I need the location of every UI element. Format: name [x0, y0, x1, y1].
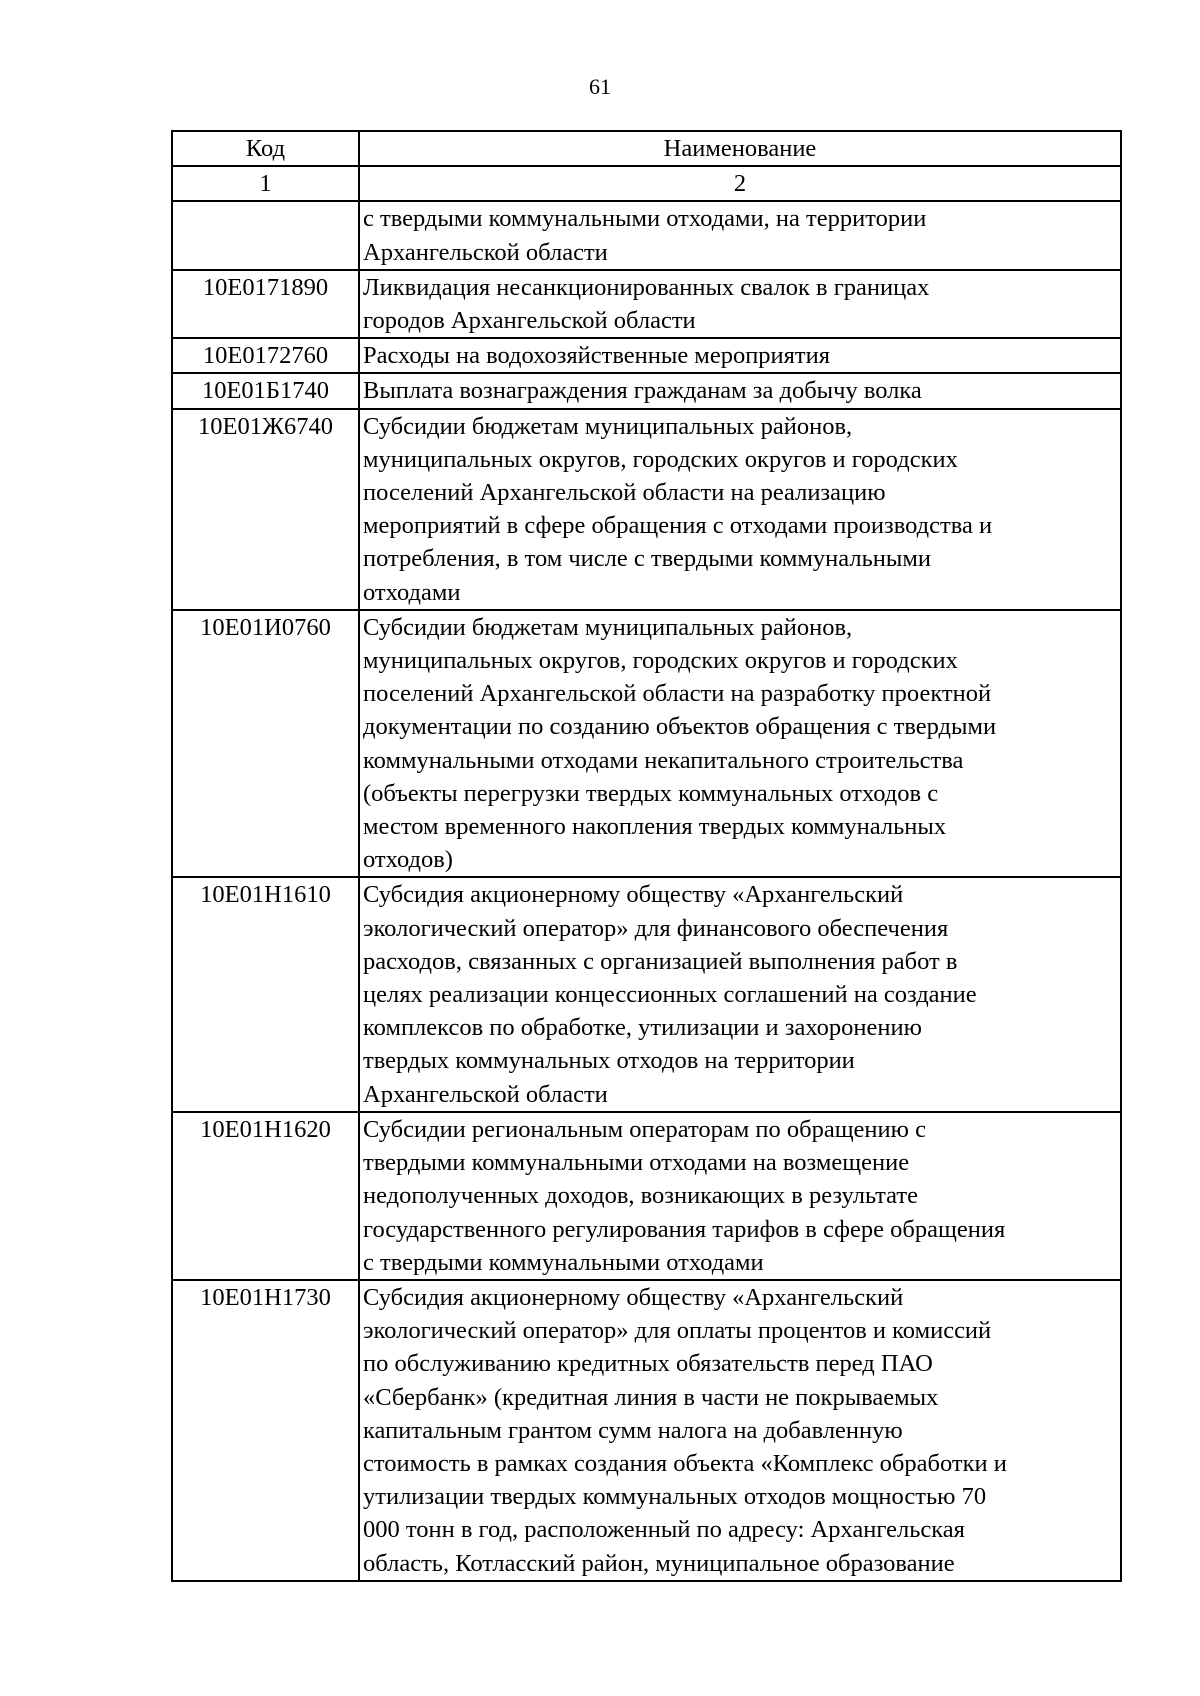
table-header-row: [172, 131, 1121, 166]
row-name-line: муниципальных округов, городских округов и городских: [363, 445, 958, 473]
row-name-line: целях реализации концессионных соглашений на создание: [363, 981, 977, 1009]
row-name-line: расходов, связанных с организацией выполнения работ в: [363, 947, 958, 975]
table-row: [172, 610, 1121, 878]
table-row: [172, 1112, 1121, 1280]
row-name-line: Субсидия акционерному обществу «Архангельский: [363, 881, 904, 909]
row-name-line: муниципальных округов, городских округов и городских: [363, 647, 958, 675]
header-name: Наименование: [359, 131, 1121, 166]
row-name: [359, 610, 1121, 878]
row-name: [359, 373, 1121, 408]
row-name-line: экологический оператор» для финансового обеспечения: [363, 914, 949, 942]
row-name: [359, 877, 1121, 1111]
row-name-line: городов Архангельской области: [363, 307, 696, 335]
row-name-line: область, Котласский район, муниципальное образование: [363, 1549, 955, 1577]
row-name-text: [363, 1281, 1118, 1580]
header-code: Код: [172, 131, 359, 166]
row-code: [172, 201, 359, 269]
table-body: [172, 131, 1121, 1581]
row-name-line: поселений Архангельской области на разработку проектной: [363, 680, 992, 708]
row-name-line: комплексов по обработке, утилизации и захоронению: [363, 1014, 922, 1042]
table-row: [172, 409, 1121, 610]
row-name-line: отходов): [363, 846, 453, 874]
code-table: [171, 130, 1122, 1582]
row-name-line: документации по созданию объектов обращения с твердыми: [363, 713, 997, 741]
table-row: [172, 373, 1121, 408]
column-number-name: 2: [359, 166, 1121, 201]
row-name-text: [363, 339, 1118, 372]
table-row: [172, 270, 1121, 338]
row-name-line: местом временного накопления твердых коммунальных: [363, 813, 947, 841]
row-name-line: экологический оператор» для оплаты процентов и комиссий: [363, 1317, 992, 1345]
row-name: [359, 201, 1121, 269]
row-name-line: потребления, в том числе с твердыми коммунальными: [363, 545, 931, 573]
row-name: [359, 1112, 1121, 1280]
row-name-line: утилизации твердых коммунальных отходов мощностью 70: [363, 1483, 987, 1511]
row-name: [359, 1280, 1121, 1581]
table-row: [172, 1280, 1121, 1581]
row-code: 10Е01Н1610: [172, 877, 359, 1111]
row-name-line: Субсидии региональным операторам по обращению с: [363, 1115, 926, 1143]
column-number-code: 1: [172, 166, 359, 201]
row-name-line: Субсидии бюджетам муниципальных районов,: [363, 412, 853, 440]
row-name: [359, 338, 1121, 373]
row-name-text: [363, 410, 1118, 609]
row-code: 10Е0171890: [172, 270, 359, 338]
row-name-line: с твердыми коммунальными отходами, на территории: [363, 205, 927, 233]
row-name-text: [363, 374, 1118, 407]
row-name-text: [363, 611, 1118, 877]
row-name-line: государственного регулирования тарифов в сфере обращения: [363, 1215, 1006, 1243]
row-name-text: [363, 878, 1118, 1110]
row-name-line: Ликвидация несанкционированных свалок в границах: [363, 273, 930, 301]
row-name-line: Субсидия акционерному обществу «Архангельский: [363, 1283, 904, 1311]
page-number: 61: [589, 74, 611, 99]
row-name-line: стоимость в рамках создания объекта «Комплекс обработки и: [363, 1449, 1007, 1477]
row-name-line: 000 тонн в год, расположенный по адресу: Архангельская: [363, 1516, 965, 1544]
row-name: [359, 270, 1121, 338]
row-name-line: «Сбербанк» (кредитная линия в части не покрываемых: [363, 1383, 939, 1411]
row-name-line: Субсидии бюджетам муниципальных районов,: [363, 613, 853, 641]
row-name-line: Выплата вознаграждения гражданам за добычу волка: [363, 377, 922, 405]
row-name-line: отходами: [363, 578, 461, 606]
table-row: [172, 201, 1121, 269]
row-name-text: [363, 271, 1118, 337]
row-name-line: Архангельской области: [363, 238, 608, 266]
table-row: [172, 877, 1121, 1111]
column-number-row: [172, 166, 1121, 201]
row-name-line: коммунальными отходами некапитального строительства: [363, 746, 964, 774]
row-code: 10Е01Б1740: [172, 373, 359, 408]
row-name-line: с твердыми коммунальными отходами: [363, 1248, 764, 1276]
row-name: [359, 409, 1121, 610]
row-name-line: по обслуживанию кредитных обязательств перед ПАО: [363, 1350, 933, 1378]
row-name-text: [363, 202, 1118, 268]
row-code: 10Е01И0760: [172, 610, 359, 878]
row-name-line: (объекты перегрузки твердых коммунальных отходов с: [363, 779, 939, 807]
row-name-line: твердыми коммунальными отходами на возмещение: [363, 1149, 910, 1177]
row-code: 10Е01Н1730: [172, 1280, 359, 1581]
row-name-line: недополученных доходов, возникающих в результате: [363, 1182, 919, 1210]
row-name-line: мероприятий в сфере обращения с отходами производства и: [363, 512, 993, 540]
row-name-line: Расходы на водохозяйственные мероприятия: [363, 342, 831, 370]
table-row: [172, 338, 1121, 373]
row-name-line: поселений Архангельской области на реализацию: [363, 479, 886, 507]
row-code: 10Е0172760: [172, 338, 359, 373]
row-name-line: твердых коммунальных отходов на территории: [363, 1047, 855, 1075]
row-code: 10Е01Н1620: [172, 1112, 359, 1280]
row-name-line: Архангельской области: [363, 1080, 608, 1108]
row-code: 10Е01Ж6740: [172, 409, 359, 610]
row-name-line: капитальным грантом сумм налога на добавленную: [363, 1416, 903, 1444]
row-name-text: [363, 1113, 1118, 1279]
